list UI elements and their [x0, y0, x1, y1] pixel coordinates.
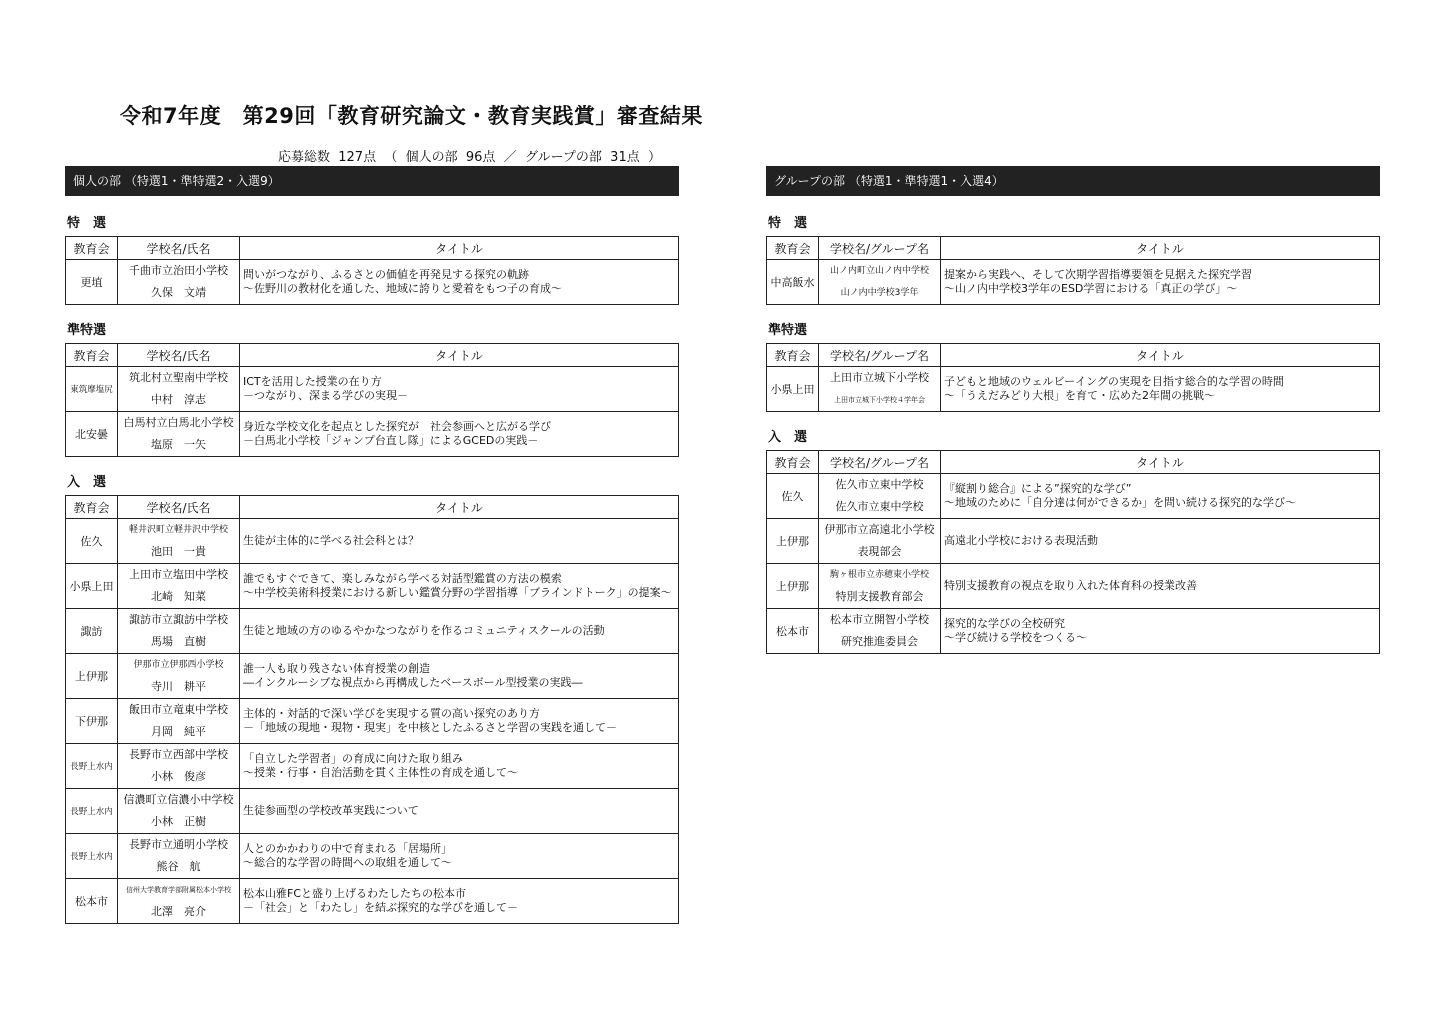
column-header: 学校名/グループ名: [819, 344, 941, 367]
table-row: [66, 260, 679, 305]
table-row: [66, 367, 679, 412]
school-cell: [118, 744, 240, 789]
person-name: 月岡 純平: [151, 725, 206, 738]
table-header-row: [66, 344, 679, 367]
title-cell: [240, 879, 679, 924]
school-name: 筑北村立聖南中学校: [129, 371, 228, 384]
title-cell: [240, 412, 679, 457]
title-cell: [240, 744, 679, 789]
title-cell: [240, 699, 679, 744]
school-cell: [118, 564, 240, 609]
title-sub: ～総合的な学習の時間への取組を通して～: [243, 856, 452, 869]
person-name: 馬場 直樹: [151, 635, 206, 648]
group-name: 表現部会: [857, 545, 902, 558]
title-main: 主体的・対話的で深い学びを実現する質の高い探究のあり方: [243, 707, 540, 720]
board-cell: 中高飯水: [767, 260, 819, 305]
column-header: 学校名/氏名: [118, 344, 240, 367]
column-header: タイトル: [240, 344, 679, 367]
school-cell: [819, 519, 941, 564]
board-cell: 長野上水内: [66, 834, 118, 879]
school-cell: [118, 789, 240, 834]
title-sub: ～学び続ける学校をつくる～: [944, 631, 1087, 644]
board-cell: 松本市: [767, 609, 819, 654]
title-main: 生徒と地域の方のゆるやかなつながりを作るコミュニティスクールの活動: [243, 624, 605, 637]
school-cell: [819, 609, 941, 654]
person-name: 北澤 亮介: [151, 905, 206, 918]
board-cell: 長野上水内: [66, 744, 118, 789]
title-cell: [240, 789, 679, 834]
table-row: [66, 609, 679, 654]
school-name: 佐久市立東中学校: [835, 478, 924, 491]
board-cell: 北安曇: [66, 412, 118, 457]
group-name: 山ノ内中学校3学年: [840, 288, 919, 298]
table-header-row: [767, 237, 1380, 260]
individual-juntokusen-label: 準特選: [67, 323, 107, 338]
column-header: 教育会: [767, 344, 819, 367]
title-sub: ～「うえだみどり大根」を育て・広めた2年間の挑戦～: [944, 389, 1215, 402]
school-name: 上田市立塩田中学校: [129, 568, 228, 581]
table-row: [767, 367, 1380, 412]
title-sub: ～授業・行事・自治活動を貫く主体性の育成を通して～: [243, 766, 518, 779]
column-header: タイトル: [941, 451, 1380, 474]
title-main: 高遠北小学校における表現活動: [944, 534, 1098, 547]
title-cell: [240, 834, 679, 879]
person-name: 中村 淳志: [151, 393, 206, 406]
board-cell: 東筑摩塩尻: [66, 367, 118, 412]
table-row: [66, 834, 679, 879]
board-cell: 佐久: [66, 519, 118, 564]
school-name: 信州大学教育学部附属松本小学校: [126, 886, 231, 894]
group-tokusen-label: 特 選: [768, 216, 808, 231]
school-name: 軽井沢町立軽井沢中学校: [128, 525, 228, 535]
school-name: 長野市立西部中学校: [129, 748, 228, 761]
group-nyusen-table: [766, 450, 1380, 654]
school-name: 山ノ内町立山ノ内中学校: [829, 266, 929, 276]
table-row: [767, 474, 1380, 519]
group-nyusen-label: 入 選: [768, 430, 808, 445]
school-cell: [819, 474, 941, 519]
school-cell: [118, 699, 240, 744]
column-header: 教育会: [767, 237, 819, 260]
title-main: 問いがつながり、ふるさとの価値を再発見する探究の軌跡: [243, 268, 529, 281]
page-title: 令和7年度 第29回「教育研究論文・教育実践賞」審査結果: [120, 104, 703, 128]
school-cell: [819, 260, 941, 305]
title-sub: ～山ノ内中学校3学年のESD学習における「真正の学び」～: [944, 282, 1238, 295]
school-name: 飯田市立竜東中学校: [129, 703, 228, 716]
board-cell: 松本市: [66, 879, 118, 924]
table-row: [66, 699, 679, 744]
individual-juntokusen-table: [65, 343, 679, 457]
table-row: [767, 260, 1380, 305]
table-row: [66, 412, 679, 457]
column-header: 学校名/氏名: [118, 237, 240, 260]
school-name: 長野市立通明小学校: [129, 838, 228, 851]
board-cell: 上伊那: [767, 564, 819, 609]
title-main: 身近な学校文化を起点とした探究が 社会参画へと広がる学び: [243, 420, 551, 433]
title-cell: [240, 609, 679, 654]
table-row: [767, 609, 1380, 654]
title-sub: ～佐野川の教材化を通した、地域に誇りと愛着をもつ子の育成～: [243, 282, 562, 295]
title-sub: ―インクルーシブな視点から再構成したベースボール型授業の実践―: [243, 676, 583, 689]
school-name: 伊那市立伊那西小学校: [133, 660, 224, 670]
person-name: 小林 正樹: [151, 815, 206, 828]
board-cell: 小県上田: [66, 564, 118, 609]
title-main: 人とのかかわりの中で育まれる「居場所」: [243, 842, 452, 855]
entry-summary: 応募総数 127点 （ 個人の部 96点 ／ グループの部 31点 ）: [278, 150, 661, 165]
column-header: 学校名/グループ名: [819, 237, 941, 260]
column-header: タイトル: [941, 344, 1380, 367]
school-name: 松本市立開智小学校: [830, 613, 929, 626]
table-header-row: [767, 344, 1380, 367]
table-row: [767, 519, 1380, 564]
column-header: タイトル: [240, 496, 679, 519]
title-cell: [240, 367, 679, 412]
school-cell: [819, 367, 941, 412]
board-cell: 小県上田: [767, 367, 819, 412]
title-sub: －つながり、深まる学びの実現－: [243, 389, 408, 402]
group-header: グループの部 （特選1・準特選1・入選4）: [766, 166, 1380, 196]
title-cell: [240, 260, 679, 305]
column-header: 学校名/氏名: [118, 496, 240, 519]
board-cell: 更埴: [66, 260, 118, 305]
person-name: 久保 文靖: [151, 286, 206, 299]
column-header: 教育会: [767, 451, 819, 474]
school-cell: [118, 260, 240, 305]
group-section: [766, 166, 1380, 654]
table-row: [66, 654, 679, 699]
column-header: 教育会: [66, 237, 118, 260]
table-row: [66, 789, 679, 834]
individual-tokusen-table: [65, 236, 679, 305]
group-juntokusen-table: [766, 343, 1380, 412]
title-cell: [240, 519, 679, 564]
column-header: タイトル: [941, 237, 1380, 260]
group-name: 特別支援教育部会: [835, 590, 924, 603]
board-cell: 上伊那: [66, 654, 118, 699]
individual-nyusen-table: [65, 495, 679, 924]
title-cell: [240, 564, 679, 609]
title-sub: －「地域の現地・現物・現実」を中核としたふるさと学習の実践を通して－: [243, 721, 617, 734]
title-main: 「自立した学習者」の育成に向けた取り組み: [243, 752, 463, 765]
table-header-row: [66, 496, 679, 519]
individual-nyusen-label: 入 選: [67, 475, 107, 490]
school-cell: [118, 367, 240, 412]
school-cell: [118, 879, 240, 924]
title-sub: －「社会」と「わたし」を結ぶ探究的な学びを通して－: [243, 901, 518, 914]
school-name: 伊那市立高遠北小学校: [824, 523, 935, 536]
title-cell: [941, 519, 1380, 564]
school-name: 千曲市立治田小学校: [129, 264, 228, 277]
school-cell: [118, 519, 240, 564]
group-name: 佐久市立東中学校: [835, 500, 924, 513]
school-name: 信濃町立信濃小中学校: [123, 793, 234, 806]
person-name: 池田 一貴: [151, 545, 206, 558]
title-main: 誰一人も取り残さない体育授業の創造: [243, 662, 430, 675]
table-row: [66, 744, 679, 789]
table-row: [767, 564, 1380, 609]
board-cell: 佐久: [767, 474, 819, 519]
title-sub: ～地域のために「自分達は何ができるか」を問い続ける探究的な学び～: [944, 496, 1296, 509]
group-name: 上田市立城下小学校４学年会: [834, 396, 925, 404]
table-row: [66, 564, 679, 609]
board-cell: 下伊那: [66, 699, 118, 744]
school-cell: [118, 834, 240, 879]
person-name: 塩原 一矢: [151, 438, 206, 451]
school-name: 諏訪市立諏訪中学校: [129, 613, 228, 626]
individual-tokusen-label: 特 選: [67, 216, 107, 231]
title-main: 生徒参画型の学校改革実践について: [243, 804, 419, 817]
school-name: 駒ヶ根市立赤穂東小学校: [829, 570, 929, 580]
title-cell: [941, 564, 1380, 609]
person-name: 北崎 知菜: [151, 590, 206, 603]
school-cell: [118, 412, 240, 457]
table-header-row: [66, 237, 679, 260]
board-cell: 諏訪: [66, 609, 118, 654]
school-name: 上田市立城下小学校: [830, 371, 929, 384]
title-main: 特別支援教育の視点を取り入れた体育科の授業改善: [944, 579, 1197, 592]
column-header: 学校名/グループ名: [819, 451, 941, 474]
school-cell: [118, 654, 240, 699]
title-cell: [941, 609, 1380, 654]
title-cell: [941, 474, 1380, 519]
person-name: 寺川 耕平: [151, 680, 206, 693]
group-juntokusen-label: 準特選: [768, 323, 808, 338]
title-main: 誰でもすぐできて、楽しみながら学べる対話型鑑賞の方法の模索: [243, 572, 562, 585]
individual-header: 個人の部 （特選1・準特選2・入選9）: [65, 166, 679, 196]
table-header-row: [767, 451, 1380, 474]
individual-section: [65, 166, 679, 924]
board-cell: 上伊那: [767, 519, 819, 564]
title-cell: [941, 260, 1380, 305]
title-sub: －白馬北小学校「ジャンプ台直し隊」によるGCEDの実践－: [243, 434, 539, 447]
school-cell: [819, 564, 941, 609]
column-header: 教育会: [66, 496, 118, 519]
school-name: 白馬村立白馬北小学校: [123, 416, 234, 429]
title-cell: [941, 367, 1380, 412]
table-row: [66, 519, 679, 564]
title-main: 生徒が主体的に学べる社会科とは？: [243, 534, 419, 547]
column-header: 教育会: [66, 344, 118, 367]
title-cell: [240, 654, 679, 699]
column-header: タイトル: [240, 237, 679, 260]
person-name: 小林 俊彦: [151, 770, 206, 783]
title-main: ICTを活用した授業の在り方: [243, 375, 382, 388]
person-name: 熊谷 航: [156, 860, 201, 873]
school-cell: [118, 609, 240, 654]
title-sub: ～中学校美術科授業における新しい鑑賞分野の学習指導「ブラインドトーク」の提案～: [243, 586, 672, 599]
title-main: 松本山雅FCと盛り上げるわたしたちの松本市: [243, 887, 467, 900]
title-main: 子どもと地域のウェルビーイングの実現を目指す総合的な学習の時間: [944, 375, 1284, 388]
group-name: 研究推進委員会: [841, 635, 918, 648]
group-tokusen-table: [766, 236, 1380, 305]
title-main: 探究的な学びの全校研究: [944, 617, 1065, 630]
board-cell: 長野上水内: [66, 789, 118, 834]
table-row: [66, 879, 679, 924]
title-main: 提案から実践へ、そして次期学習指導要領を見据えた探究学習: [944, 268, 1252, 281]
title-main: 『縦割り総合』による”探究的な学び”: [944, 482, 1132, 495]
